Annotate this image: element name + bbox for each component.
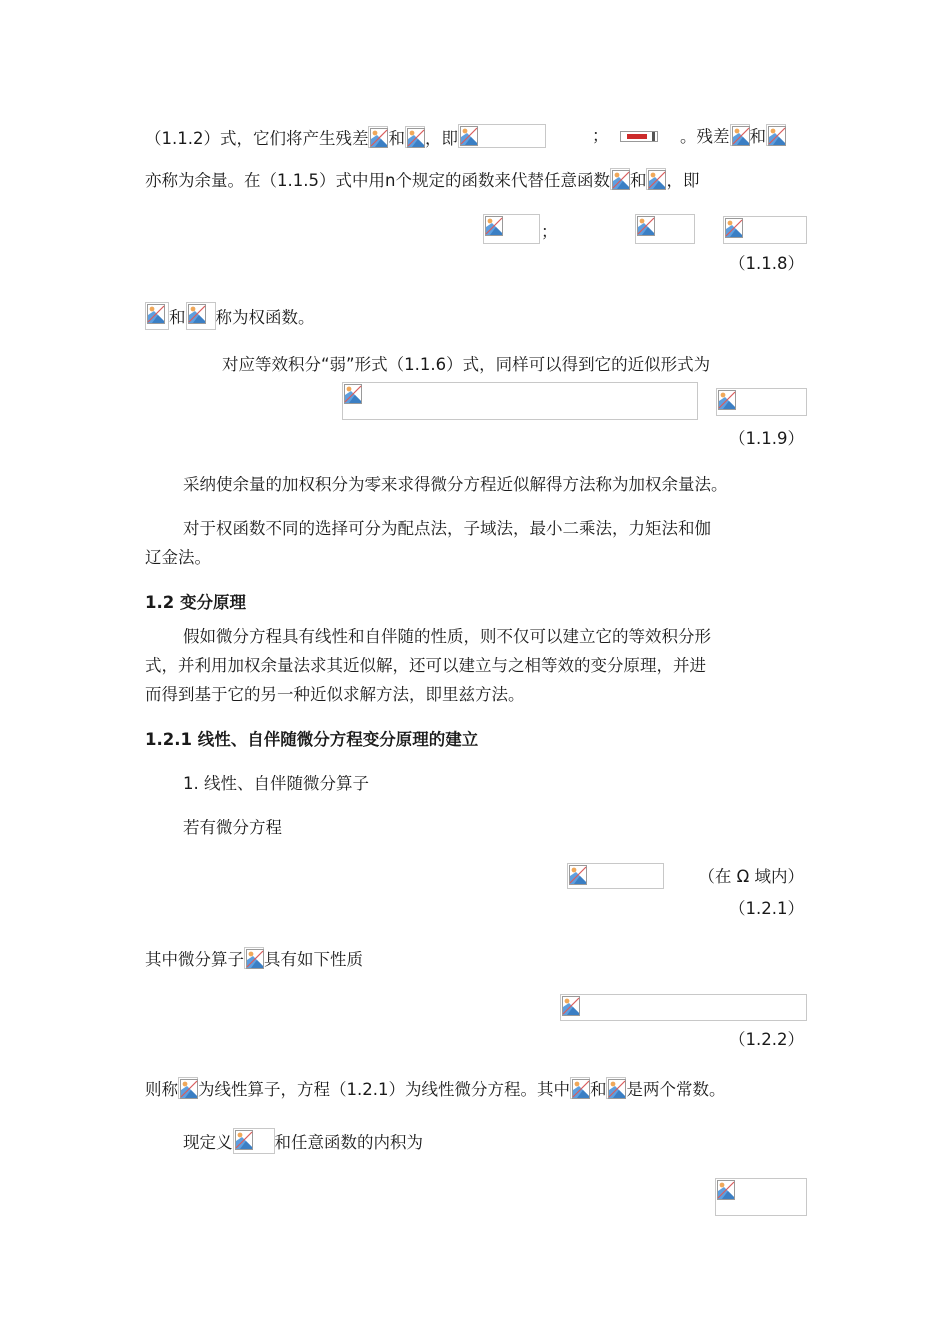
formula-image <box>186 302 216 330</box>
formula-image <box>716 388 807 416</box>
broken-image-icon <box>460 126 478 146</box>
formula-image <box>635 214 695 244</box>
formula-image <box>458 124 546 148</box>
broken-image-icon <box>612 170 630 190</box>
equation-number: （1.2.1） <box>729 899 804 918</box>
broken-image-icon <box>180 1079 198 1099</box>
paragraph-line: 。残差 和 <box>680 124 786 149</box>
paragraph-line: 若有微分方程 <box>183 818 282 837</box>
formula-image <box>715 1178 807 1216</box>
paragraph-line: （1.1.2）式，它们将产生残差 和 ，即 <box>145 124 546 151</box>
broken-image-icon <box>732 126 750 146</box>
formula-image <box>570 1077 590 1099</box>
formula-image <box>766 124 786 146</box>
formula-image <box>483 214 540 244</box>
formula-image <box>730 124 750 146</box>
broken-image-icon <box>637 216 655 236</box>
broken-image-icon <box>188 304 206 324</box>
separator: ； <box>541 222 558 241</box>
formula-image <box>342 382 698 420</box>
broken-image-icon <box>718 390 736 410</box>
broken-image-icon <box>246 949 264 969</box>
formula-image <box>560 994 807 1021</box>
broken-image-icon <box>572 1079 590 1099</box>
paragraph-line: 亦称为余量。在（1.1.5）式中用n个规定的函数来代替任意函数 和 ，即 <box>145 168 699 193</box>
paragraph-line: 式，并利用加权余量法求其近似解，还可以建立与之相等效的变分原理，并进 <box>145 656 706 675</box>
paragraph-line: 对于权函数不同的选择可分为配点法，子域法，最小二乘法，力矩法和伽 <box>183 519 711 538</box>
broken-image-icon <box>147 304 165 324</box>
formula-image <box>244 947 264 969</box>
list-item: 1. 线性、自伴随微分算子 <box>183 774 369 793</box>
formula-image <box>405 126 425 148</box>
paragraph-line: 辽金法。 <box>145 548 211 567</box>
embedded-object-icon <box>620 131 658 142</box>
paragraph-line: 其中微分算子 具有如下性质 <box>145 947 363 972</box>
formula-image <box>723 216 807 244</box>
broken-image-icon <box>768 126 786 146</box>
subsection-heading: 1.2.1 线性、自伴随微分方程变分原理的建立 <box>145 730 479 749</box>
paragraph-line: 假如微分方程具有线性和自伴随的性质，则不仅可以建立它的等效积分形 <box>183 627 711 646</box>
formula-image <box>145 302 169 330</box>
paragraph-line: 则称 为线性算子，方程（1.2.1）为线性微分方程。其中 和 是两个常数。 <box>145 1077 725 1102</box>
formula-image <box>368 126 388 148</box>
separator: ； <box>592 126 609 145</box>
domain-note: （在 Ω 域内） <box>698 867 804 886</box>
broken-image-icon <box>485 216 503 236</box>
broken-image-icon <box>608 1079 626 1099</box>
formula-image <box>610 168 630 190</box>
broken-image-icon <box>648 170 666 190</box>
paragraph-line: 对应等效积分“弱”形式（1.1.6）式，同样可以得到它的近似形式为 <box>222 355 711 374</box>
equation-number: （1.1.9） <box>729 429 804 448</box>
equation-number: （1.2.2） <box>729 1030 804 1049</box>
paragraph-line: 而得到基于它的另一种近似求解方法，即里兹方法。 <box>145 685 525 704</box>
broken-image-icon <box>407 128 425 148</box>
broken-image-icon <box>725 218 743 238</box>
formula-image <box>606 1077 626 1099</box>
paragraph-line: 现定义 和任意函数的内积为 <box>183 1128 423 1155</box>
broken-image-icon <box>569 865 587 885</box>
formula-image <box>646 168 666 190</box>
paragraph-line: 采纳使余量的加权积分为零来求得微分方程近似解得方法称为加权余量法。 <box>183 475 728 494</box>
section-heading: 1.2 变分原理 <box>145 593 246 612</box>
formula-image <box>567 863 664 889</box>
broken-image-icon <box>344 384 362 404</box>
formula-image <box>233 1128 275 1154</box>
broken-image-icon <box>562 996 580 1016</box>
broken-image-icon <box>717 1180 735 1200</box>
broken-image-icon <box>370 128 388 148</box>
paragraph-line: 和 称为权函数。 <box>145 302 315 330</box>
equation-number: （1.1.8） <box>729 254 804 273</box>
formula-image <box>178 1077 198 1099</box>
broken-image-icon <box>235 1130 253 1150</box>
